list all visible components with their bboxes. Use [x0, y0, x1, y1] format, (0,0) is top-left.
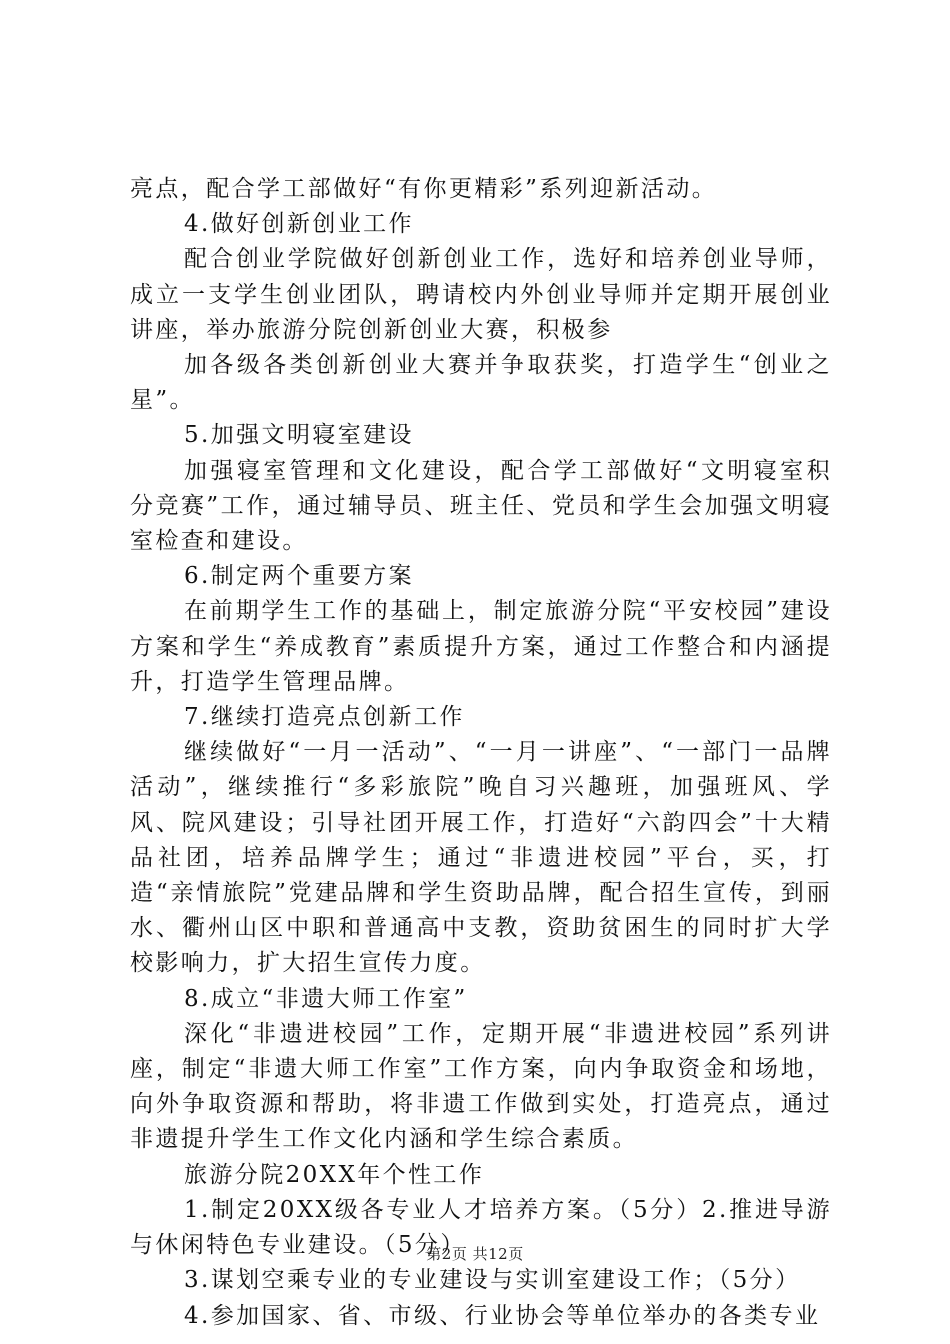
document-body — [130, 172, 832, 1334]
paragraph-1: 亮点，配合学工部做好“有你更精彩”系列迎新活动。 — [130, 176, 718, 202]
paragraph-highlights: 继续做好“一月一活动”、“一月一讲座”、“一部门一品牌活动”，继续推行“多彩旅院”晚自习兴趣班，加强班风、学风、院风建设；引导社团开展工作，打造好“六韵四会”十大精品社团，培养品牌学生；通过“非遗进校园”平台，买，打造“亲情旅院”党建品牌和学生资助品牌，配合招生宣传，到丽水、衢州山区中职和普通高中支教，资助贫困生的同时扩大学校影响力，扩大招生宣传力度。 — [130, 739, 832, 977]
section-heading-7: 7.继续打造亮点创新工作 — [184, 704, 465, 731]
list-item-3: 3.谋划空乘专业的专业建设与实训室建设工作；（5分） — [184, 1267, 801, 1294]
section-heading-5: 5.加强文明寝室建设 — [184, 422, 414, 449]
section-heading-6: 6.制定两个重要方案 — [184, 563, 414, 590]
list-item-4: 4.参加国家、省、市级、行业协会等单位举办的各类专业 — [184, 1302, 821, 1329]
paragraph-dormitory: 加强寝室管理和文化建设，配合学工部做好“文明寝室积分竞赛”工作，通过辅导员、班主任、党员和学生会加强文明寝室检查和建设。 — [130, 457, 832, 555]
section-heading-4: 4.做好创新创业工作 — [184, 211, 414, 238]
paragraph-entrepreneurship-1: 配合创业学院做好创新创业工作，选好和培养创业导师，成立一支学生创业团队，聘请校内外创业导师并定期开展创业讲座，举办旅游分院创新创业大赛，积极参 — [130, 246, 832, 343]
section-heading-8: 8.成立“非遗大师工作室” — [184, 985, 468, 1012]
paragraph-two-plans: 在前期学生工作的基础上，制定旅游分院“平安校园”建设方案和学生“养成教育”素质提升方案，通过工作整合和内涵提升，打造学生管理品牌。 — [130, 598, 832, 695]
paragraph-entrepreneurship-2: 加各级各类创新创业大赛并争取获奖，打造学生“创业之星”。 — [130, 352, 832, 414]
paragraph-heritage-studio: 深化“非遗进校园”工作，定期开展“非遗进校园”系列讲座，制定“非遗大师工作室”工作方案，向内争取资金和场地，向外争取资源和帮助，将非遗工作做到实处，打造亮点，通过非遗提升学生工作文化内涵和学生综合素质。 — [130, 1020, 832, 1153]
page-footer — [0, 1244, 950, 1264]
list-item-1-2: 1.制定20XX级各专业人才培养方案。（5分）2.推进导游与休闲特色专业建设。（5分） — [130, 1196, 832, 1259]
page-number-label: 第2页 共12页 — [426, 1245, 524, 1263]
section-heading-individual-work: 旅游分院20XX年个性工作 — [184, 1161, 485, 1188]
